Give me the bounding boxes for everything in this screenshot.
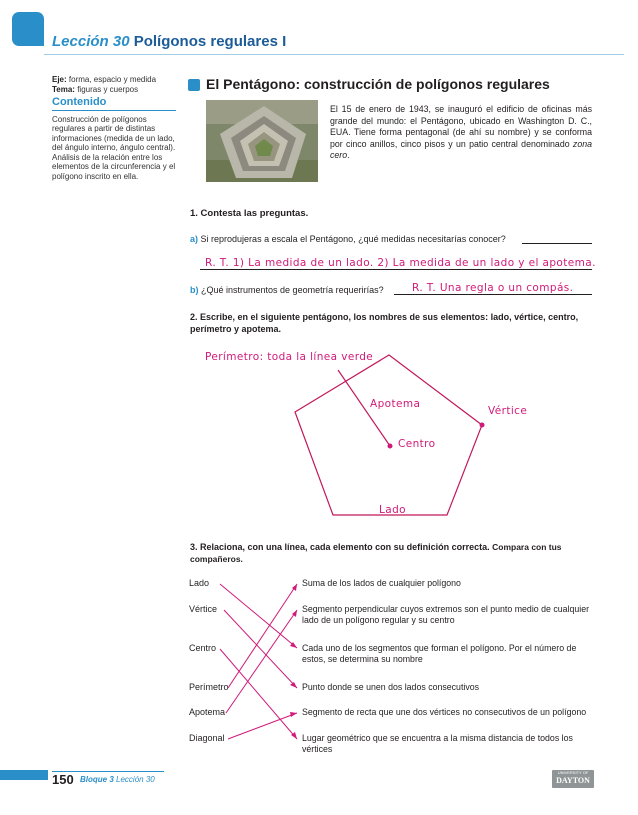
match-lado: [220, 584, 297, 648]
term-lado: Lado: [189, 578, 210, 588]
definition-3: Cada uno de los segmentos que forman el polígono. Por el número de estos, se determina su nombre: [302, 643, 577, 664]
match-diagonal: [228, 713, 297, 739]
label-lado: Lado: [379, 504, 406, 516]
label-perimetro: Perímetro: toda la línea verde: [205, 351, 374, 363]
intro-end: .: [347, 150, 350, 160]
eje-label: Eje:: [52, 75, 67, 84]
section-title: El Pentágono: construcción de polígonos regulares: [206, 76, 550, 92]
question-1a-letter: a): [190, 234, 199, 244]
contenido-text: Construcción de polígonos regulares a partir de distintas informaciones (medida de un lado, del ángulo interno, ángulo central). Análisis de la relación entre los elementos de la circunferencia y el polígono inscrito en ella.: [52, 114, 176, 181]
definition-6: Lugar geométrico que se encuentra a la misma distancia de todos los vértices: [302, 733, 573, 754]
footer-block: Bloque 3: [80, 775, 114, 784]
term-centro: Centro: [189, 643, 217, 653]
definition-4: Punto donde se unen dos lados consecutivos: [302, 682, 480, 692]
label-centro: Centro: [398, 438, 436, 450]
question-3-text: 3. Relaciona, con una línea, cada elemento con su definición correcta.: [190, 542, 490, 552]
lesson-number: Lección 30: [52, 33, 130, 50]
footer-bar: [0, 770, 48, 780]
definition-1: Suma de los lados de cualquier polígono: [302, 578, 461, 588]
match-vertice: [224, 610, 297, 688]
match-centro: [220, 649, 297, 739]
logo-line-2: DAYTON: [556, 776, 590, 785]
university-logo: [552, 770, 594, 788]
footer-label: [80, 775, 155, 784]
logo-line-1: UNIVERSITY OF: [557, 770, 589, 775]
question-1-heading: 1. Contesta las preguntas.: [190, 208, 309, 219]
answer-1a: R. T. 1) La medida de un lado. 2) La medida de un lado y el apotema.: [205, 257, 596, 269]
label-apotema: Apotema: [370, 398, 421, 410]
intro-text: El 15 de enero de 1943, se inauguró el edificio de oficinas más grande del mundo: el Pentágono, ubicado en Washington D. C., EUA. Tiene forma pentagonal (de ahí su nombre) y se conforma por cinco anillos, cinco pisos y un patio central denominado: [330, 104, 592, 149]
page-number: 150: [52, 772, 74, 787]
definition-2: Segmento perpendicular cuyos extremos son el punto medio de cualquier lado de un polígono regular y su centro: [302, 604, 590, 625]
footer-lesson: Lección 30: [116, 775, 155, 784]
question-1b-text: ¿Qué instrumentos de geometría requerirías?: [201, 285, 384, 295]
term-diagonal: Diagonal: [189, 733, 225, 743]
question-3-extra: Compara con tus compañeros.: [190, 542, 562, 564]
tema-label: Tema:: [52, 84, 75, 94]
question-2-heading: 2. Escribe, en el siguiente pentágono, los nombres de sus elementos: lado, vértice, centro, perímetro y apotema.: [190, 312, 579, 334]
eje-value: forma, espacio y medida: [68, 75, 157, 84]
question-1b-letter: b): [190, 285, 199, 295]
question-1a-text: Si reprodujeras a escala el Pentágono, ¿qué medidas necesitarías conocer?: [200, 234, 506, 244]
term-vertice: Vértice: [189, 604, 218, 614]
definition-5: Segmento de recta que une dos vértices no consecutivos de un polígono: [302, 707, 587, 717]
term-perimetro: Perímetro: [189, 682, 229, 692]
label-vertice: Vértice: [488, 405, 528, 417]
contenido-heading: Contenido: [52, 98, 176, 111]
lesson-name: Polígonos regulares I: [133, 33, 287, 50]
intro-emphasis: zona cero: [330, 138, 592, 160]
answer-1b: R. T. Una regla o un compás.: [412, 282, 574, 294]
tema-value: figuras y cuerpos: [77, 84, 139, 94]
term-apotema: Apotema: [189, 707, 226, 717]
